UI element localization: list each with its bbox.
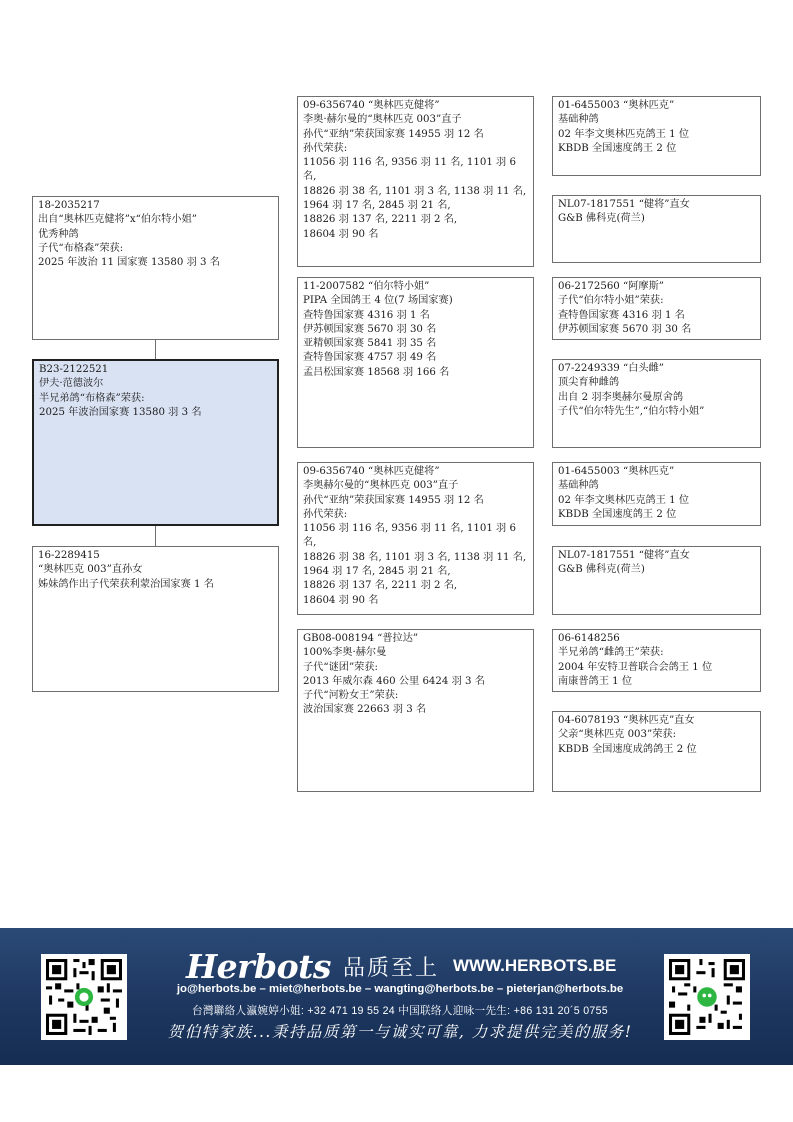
ring-number: 01-6455003 “奥林匹克” (558, 100, 675, 111)
card-line: 2025 年波治国家赛 13580 羽 3 名 (39, 406, 202, 418)
qr-wechat-graphic (669, 959, 745, 1035)
card-line: 2004 年安特卫普联合会鸽王 1 位 (558, 661, 713, 673)
website-link[interactable]: WWW.HERBOTS.BE (452, 956, 617, 975)
herbots-logo: Herbots (186, 946, 331, 986)
card-line: 18604 羽 90 名 (303, 594, 379, 606)
ring-number: GB08-008194 “普拉达” (303, 633, 419, 644)
ring-number: 18-2035217 (38, 200, 100, 211)
card-line: 父亲“奥林匹克 003”荣获: (558, 729, 677, 741)
card-line: 100%李奥·赫尔曼 (303, 647, 387, 659)
sss-card (552, 96, 761, 176)
card-line: 伊夫·范德波尔 (39, 378, 104, 390)
dss-card (552, 462, 761, 526)
card-line: 11056 羽 116 名, 9356 羽 11 名, 1101 羽 6 名, (303, 157, 516, 183)
card-line: 伊苏顿国家赛 5670 羽 30 名 (303, 323, 437, 335)
card-line: 18826 羽 38 名, 1101 羽 3 名, 1138 羽 11 名, (303, 551, 527, 563)
ring-number: 16-2289415 (38, 550, 100, 561)
card-line: 1964 羽 17 名, 2845 羽 21 名, (303, 200, 451, 212)
card-line: 18826 羽 137 名, 2211 羽 2 名, (303, 214, 458, 226)
card-line: “奥林匹克 003”直孙女 (38, 564, 143, 576)
card-line: 半兄弟鸽“布格森”荣获: (39, 392, 145, 404)
card-line: 2013 年威尔森 460 公里 6424 羽 3 名 (303, 675, 485, 687)
card-line: 18604 羽 90 名 (303, 228, 379, 240)
motto: 贺伯特家族...秉持品质第一与诚实可靠, 力求提供完美的服务! (167, 1023, 633, 1041)
card-line: 孟吕松国家赛 18568 羽 166 名 (303, 366, 450, 378)
ssd-card (552, 195, 761, 263)
card-line: 孙代“亚纳”荣获国家赛 14955 羽 12 名 (303, 128, 484, 140)
card-line: 李奥赫尔曼的“奥林匹克 003”直子 (303, 480, 459, 492)
dsd-card (552, 546, 761, 615)
card-line: 02 年李文奥林匹克鸽王 1 位 (558, 494, 690, 506)
ring-number: NL07-1817551 “健将”直女 (558, 550, 690, 561)
card-line: 出自“奥林匹克健将”x“伯尔特小姐” (38, 214, 198, 226)
ring-number: 06-2172560 “阿摩斯” (558, 281, 664, 292)
dam-dam-card (297, 629, 534, 792)
card-line: G&B 佛科克(荷兰) (558, 213, 645, 225)
card-line: 出自 2 羽李奥赫尔曼原舍鸽 (558, 391, 684, 403)
dam-sire-card (297, 462, 534, 615)
card-line: 子代“布格森”荣获: (38, 242, 124, 254)
card-line: 子代“谜团”荣获: (303, 661, 378, 673)
card-line: 亚精顿国家赛 5841 羽 35 名 (303, 338, 437, 350)
card-line: 18826 羽 137 名, 2211 羽 2 名, (303, 580, 458, 592)
email-list[interactable]: jo@herbots.be – miet@herbots.be – wangting@herbots.be – pieterjan@herbots.be (176, 983, 624, 995)
card-line: 子代“伯尔特小姐”荣获: (558, 295, 664, 307)
ring-number: NL07-1817551 “健将”直女 (558, 199, 690, 210)
ring-number: 01-6455003 “奥林匹克” (558, 466, 675, 477)
sire-sire-card (297, 96, 534, 267)
ring-number: 07-2249339 “白头雌” (558, 363, 664, 374)
card-line: 子代“河粉女王”荣获: (303, 690, 399, 702)
card-line: G&B 佛科克(荷兰) (558, 564, 645, 576)
card-line: 2025 年波治 11 国家赛 13580 羽 3 名 (38, 257, 220, 269)
card-line: 基础种鸽 (558, 114, 599, 126)
footer-banner (0, 928, 793, 1065)
sire-card (32, 196, 279, 340)
card-line: 姊妹鸽作出子代荣获利蒙治国家赛 1 名 (38, 578, 214, 590)
card-line: 孙代荣获: (303, 508, 348, 520)
dds-card (552, 629, 761, 692)
card-line: 孙代荣获: (303, 142, 348, 154)
card-line: 南康普鸽王 1 位 (558, 675, 633, 687)
sds-card (552, 277, 761, 340)
card-line: 基础种鸽 (558, 480, 599, 492)
card-line: 查特鲁国家赛 4316 羽 1 名 (303, 309, 430, 321)
card-line: 半兄弟鸽“雌鸽王”荣获: (558, 647, 664, 659)
ring-number: 11-2007582 “伯尔特小姐” (303, 281, 430, 292)
ring-number: 06-6148256 (558, 633, 620, 644)
card-line: 顶尖育种雌鸽 (558, 377, 620, 389)
connector-subject-dam (155, 526, 156, 546)
card-line: KBDB 全国速度鸽王 2 位 (558, 142, 677, 154)
ring-number: 09-6356740 “奥林匹克健将” (303, 100, 440, 111)
sdd-card (552, 359, 761, 448)
card-line: KBDB 全国速度成鸽鸽王 2 位 (558, 743, 697, 755)
card-line: 02 年李文奥林匹克鸽王 1 位 (558, 128, 690, 140)
ring-number: 04-6078193 “奥林匹克”直女 (558, 715, 695, 726)
qr-code-wechat-icon (664, 954, 750, 1040)
card-line: 优秀种鸽 (38, 228, 79, 240)
brand-row (186, 946, 626, 986)
card-line: 11056 羽 116 名, 9356 羽 11 名, 1101 羽 6 名, (303, 523, 516, 549)
card-line: 伊苏顿国家赛 5670 羽 30 名 (558, 323, 692, 335)
card-line: 1964 羽 17 名, 2845 羽 21 名, (303, 566, 451, 578)
card-line: 18826 羽 38 名, 1101 羽 3 名, 1138 羽 11 名, (303, 185, 527, 197)
qr-code-line-icon (41, 954, 127, 1040)
slogan: 品质至上 (342, 955, 439, 981)
connector-sire-subject (155, 340, 156, 359)
card-line: 子代“伯尔特先生”,“伯尔特小姐” (558, 405, 705, 417)
ring-number: B23-2122521 (39, 364, 109, 375)
contact-numbers: 台灣聯絡人瀛婉婷小姐: +32 471 19 55 24 中国联络人迎咏一先生: +86 131 20´5 0755 (191, 1005, 608, 1017)
dam-card (32, 546, 279, 692)
card-line: 查特鲁国家赛 4316 羽 1 名 (558, 309, 685, 321)
ring-number: 09-6356740 “奥林匹克健将” (303, 466, 440, 477)
card-line: 查特鲁国家赛 4757 羽 49 名 (303, 352, 437, 364)
card-line: KBDB 全国速度鸽王 2 位 (558, 508, 677, 520)
card-line: PIPA 全国鸽王 4 位(7 场国家赛) (303, 295, 453, 307)
card-line: 波治国家赛 22663 羽 3 名 (303, 704, 427, 716)
card-line: 李奥·赫尔曼的“奥林匹克 003”直子 (303, 114, 462, 126)
card-line: 孙代“亚纳”荣获国家赛 14955 羽 12 名 (303, 494, 484, 506)
ddd-card (552, 711, 761, 792)
qr-line-graphic (46, 959, 122, 1035)
subject-card (32, 359, 279, 526)
sire-dam-card (297, 277, 534, 448)
